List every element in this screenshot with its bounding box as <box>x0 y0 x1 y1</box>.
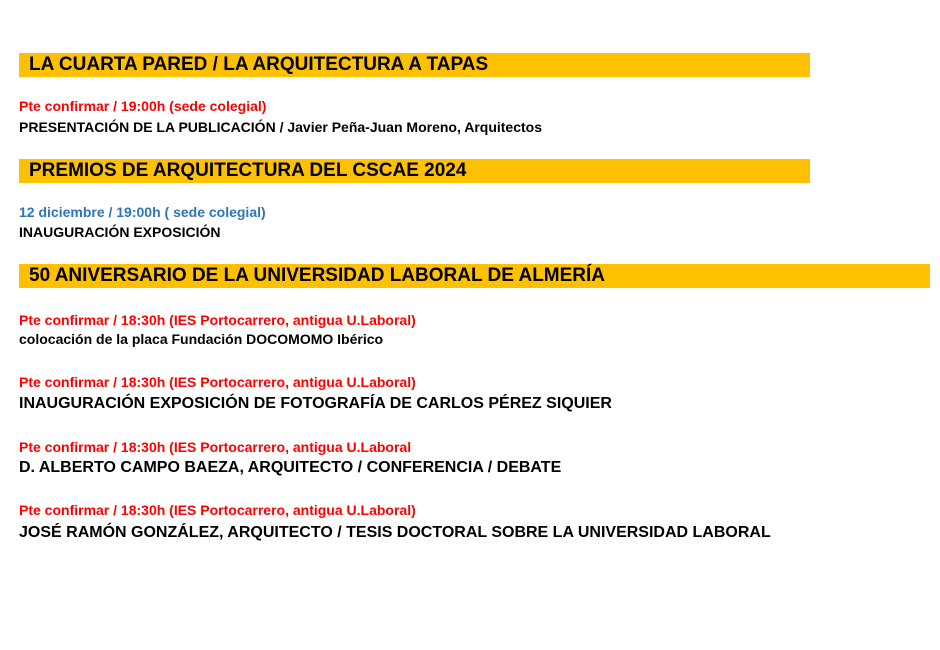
event-meta: Pte confirmar / 18:30h (IES Portocarrero, antigua U.Laboral) <box>19 374 416 390</box>
event-description: JOSÉ RAMÓN GONZÁLEZ, ARQUITECTO / TESIS DOCTORAL SOBRE LA UNIVERSIDAD LABORAL <box>19 524 771 541</box>
event-description: INAUGURACIÓN EXPOSICIÓN DE FOTOGRAFÍA DE CARLOS PÉREZ SIQUIER <box>19 395 612 412</box>
event-meta: Pte confirmar / 19:00h (sede colegial) <box>19 98 267 114</box>
event-meta: Pte confirmar / 18:30h (IES Portocarrero, antigua U.Laboral) <box>19 312 416 328</box>
event-meta: Pte confirmar / 18:30h (IES Portocarrero, antigua U.Laboral) <box>19 502 416 518</box>
event-description: D. ALBERTO CAMPO BAEZA, ARQUITECTO / CONFERENCIA / DEBATE <box>19 459 562 476</box>
event-meta: 12 diciembre / 19:00h ( sede colegial) <box>19 204 266 220</box>
event-meta: Pte confirmar / 18:30h (IES Portocarrero, antigua U.Laboral <box>19 439 412 455</box>
section-banner-premios-cscae: PREMIOS DE ARQUITECTURA DEL CSCAE 2024 <box>19 159 810 183</box>
event-description: INAUGURACIÓN EXPOSICIÓN <box>19 224 221 240</box>
event-description: colocación de la placa Fundación DOCOMOMO Ibérico <box>19 331 384 347</box>
event-description: PRESENTACIÓN DE LA PUBLICACIÓN / Javier Peña-Juan Moreno, Arquitectos <box>19 119 543 135</box>
section-banner-universidad-laboral: 50 ANIVERSARIO DE LA UNIVERSIDAD LABORAL DE ALMERÍA <box>19 264 930 288</box>
section-banner-cuarta-pared: LA CUARTA PARED / LA ARQUITECTURA A TAPAS <box>19 53 810 77</box>
